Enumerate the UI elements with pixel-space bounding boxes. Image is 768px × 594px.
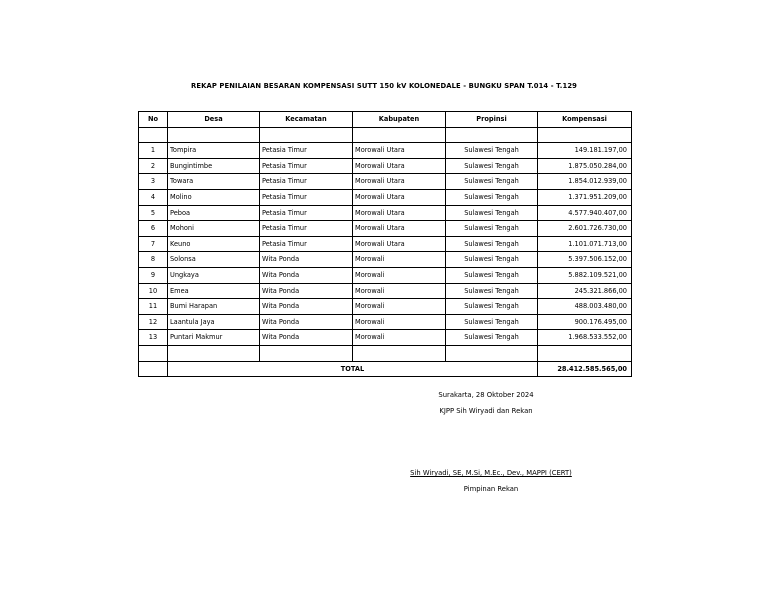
cell-kabupaten: Morowali <box>353 299 446 315</box>
cell-desa: Molino <box>168 189 260 205</box>
cell-kompensasi: 900.176.495,00 <box>538 314 632 330</box>
cell-kecamatan: Wita Ponda <box>260 267 353 283</box>
header-no: No <box>139 112 168 128</box>
cell-kabupaten: Morowali <box>353 283 446 299</box>
cell-no: 13 <box>139 330 168 346</box>
header-desa: Desa <box>168 112 260 128</box>
header-kecamatan: Kecamatan <box>260 112 353 128</box>
cell-kabupaten: Morowali <box>353 267 446 283</box>
cell-kabupaten: Morowali <box>353 330 446 346</box>
cell-desa: Peboa <box>168 205 260 221</box>
cell-desa: Tompira <box>168 143 260 159</box>
document-title: REKAP PENILAIAN BESARAN KOMPENSASI SUTT 150 kV KOLONEDALE - BUNGKU SPAN T.014 - T.129 <box>191 82 577 90</box>
cell-desa: Towara <box>168 174 260 190</box>
table-row <box>139 158 632 174</box>
table-row <box>139 174 632 190</box>
cell-propinsi: Sulawesi Tengah <box>446 236 538 252</box>
cell-kecamatan: Petasia Timur <box>260 158 353 174</box>
cell-desa: Laantula Jaya <box>168 314 260 330</box>
compensation-table <box>138 111 632 377</box>
table-row <box>139 205 632 221</box>
cell-propinsi: Sulawesi Tengah <box>446 221 538 237</box>
table-row <box>139 189 632 205</box>
total-label: TOTAL <box>168 361 538 377</box>
cell-propinsi: Sulawesi Tengah <box>446 143 538 159</box>
cell-no: 7 <box>139 236 168 252</box>
cell-no: 4 <box>139 189 168 205</box>
cell-no: 5 <box>139 205 168 221</box>
table-row <box>139 143 632 159</box>
cell-propinsi: Sulawesi Tengah <box>446 299 538 315</box>
cell-kecamatan: Petasia Timur <box>260 174 353 190</box>
cell-kompensasi: 4.577.940.407,00 <box>538 205 632 221</box>
cell-kabupaten: Morowali Utara <box>353 236 446 252</box>
cell-kabupaten: Morowali Utara <box>353 189 446 205</box>
cell-kabupaten: Morowali Utara <box>353 158 446 174</box>
cell-kecamatan: Wita Ponda <box>260 330 353 346</box>
cell-kompensasi: 1.875.050.284,00 <box>538 158 632 174</box>
table-row <box>139 267 632 283</box>
table-row <box>139 221 632 237</box>
table-row <box>139 252 632 268</box>
cell-kecamatan: Petasia Timur <box>260 221 353 237</box>
cell-propinsi: Sulawesi Tengah <box>446 330 538 346</box>
total-row <box>139 361 632 377</box>
blank-row <box>139 345 632 361</box>
cell-no: 9 <box>139 267 168 283</box>
table-row <box>139 330 632 346</box>
firm-name: KJPP Sih Wiryadi dan Rekan <box>439 407 533 415</box>
header-kabupaten: Kabupaten <box>353 112 446 128</box>
blank-row <box>139 127 632 143</box>
table-row <box>139 299 632 315</box>
cell-desa: Puntari Makmur <box>168 330 260 346</box>
cell-no: 3 <box>139 174 168 190</box>
cell-kecamatan: Petasia Timur <box>260 236 353 252</box>
cell-desa: Bungintimbe <box>168 158 260 174</box>
table-row <box>139 236 632 252</box>
cell-kecamatan: Wita Ponda <box>260 314 353 330</box>
cell-kabupaten: Morowali Utara <box>353 174 446 190</box>
cell-desa: Mohoni <box>168 221 260 237</box>
cell-kecamatan: Petasia Timur <box>260 205 353 221</box>
cell-no: 12 <box>139 314 168 330</box>
cell-kompensasi: 5.882.109.521,00 <box>538 267 632 283</box>
cell-kompensasi: 1.968.533.552,00 <box>538 330 632 346</box>
cell-kecamatan: Petasia Timur <box>260 189 353 205</box>
cell-kabupaten: Morowali Utara <box>353 221 446 237</box>
cell-no: 11 <box>139 299 168 315</box>
cell-propinsi: Sulawesi Tengah <box>446 205 538 221</box>
cell-kecamatan: Wita Ponda <box>260 299 353 315</box>
cell-kompensasi: 5.397.506.152,00 <box>538 252 632 268</box>
cell-kompensasi: 1.101.071.713,00 <box>538 236 632 252</box>
cell-propinsi: Sulawesi Tengah <box>446 252 538 268</box>
table-header-row <box>139 112 632 128</box>
signer-role: Pimpinan Rekan <box>463 485 519 493</box>
cell-no: 2 <box>139 158 168 174</box>
cell-no: 8 <box>139 252 168 268</box>
header-propinsi: Propinsi <box>446 112 538 128</box>
cell-kompensasi: 245.321.866,00 <box>538 283 632 299</box>
cell-no: 6 <box>139 221 168 237</box>
cell-kabupaten: Morowali Utara <box>353 143 446 159</box>
place-date: Surakarta, 28 Oktober 2024 <box>438 391 534 399</box>
cell-desa: Ungkaya <box>168 267 260 283</box>
cell-propinsi: Sulawesi Tengah <box>446 314 538 330</box>
cell-kompensasi: 1.371.951.209,00 <box>538 189 632 205</box>
cell-kompensasi: 2.601.726.730,00 <box>538 221 632 237</box>
cell-kecamatan: Wita Ponda <box>260 252 353 268</box>
header-kompensasi: Kompensasi <box>538 112 632 128</box>
total-value: 28.412.585.565,00 <box>538 361 632 377</box>
cell-propinsi: Sulawesi Tengah <box>446 189 538 205</box>
cell-desa: Solonsa <box>168 252 260 268</box>
cell-no: 1 <box>139 143 168 159</box>
cell-propinsi: Sulawesi Tengah <box>446 267 538 283</box>
cell-kompensasi: 1.854.012.939,00 <box>538 174 632 190</box>
signer-name: Sih Wiryadi, SE, M.Si, M.Ec., Dev., MAPPI (CERT) <box>410 469 572 477</box>
cell-desa: Keuno <box>168 236 260 252</box>
cell-kabupaten: Morowali <box>353 252 446 268</box>
cell-kecamatan: Petasia Timur <box>260 143 353 159</box>
cell-desa: Bumi Harapan <box>168 299 260 315</box>
cell-kompensasi: 149.181.197,00 <box>538 143 632 159</box>
cell-kompensasi: 488.003.480,00 <box>538 299 632 315</box>
cell-kabupaten: Morowali <box>353 314 446 330</box>
cell-propinsi: Sulawesi Tengah <box>446 283 538 299</box>
cell-no: 10 <box>139 283 168 299</box>
table-row <box>139 314 632 330</box>
cell-propinsi: Sulawesi Tengah <box>446 158 538 174</box>
cell-desa: Emea <box>168 283 260 299</box>
cell-kabupaten: Morowali Utara <box>353 205 446 221</box>
cell-kecamatan: Wita Ponda <box>260 283 353 299</box>
cell-propinsi: Sulawesi Tengah <box>446 174 538 190</box>
table-row <box>139 283 632 299</box>
